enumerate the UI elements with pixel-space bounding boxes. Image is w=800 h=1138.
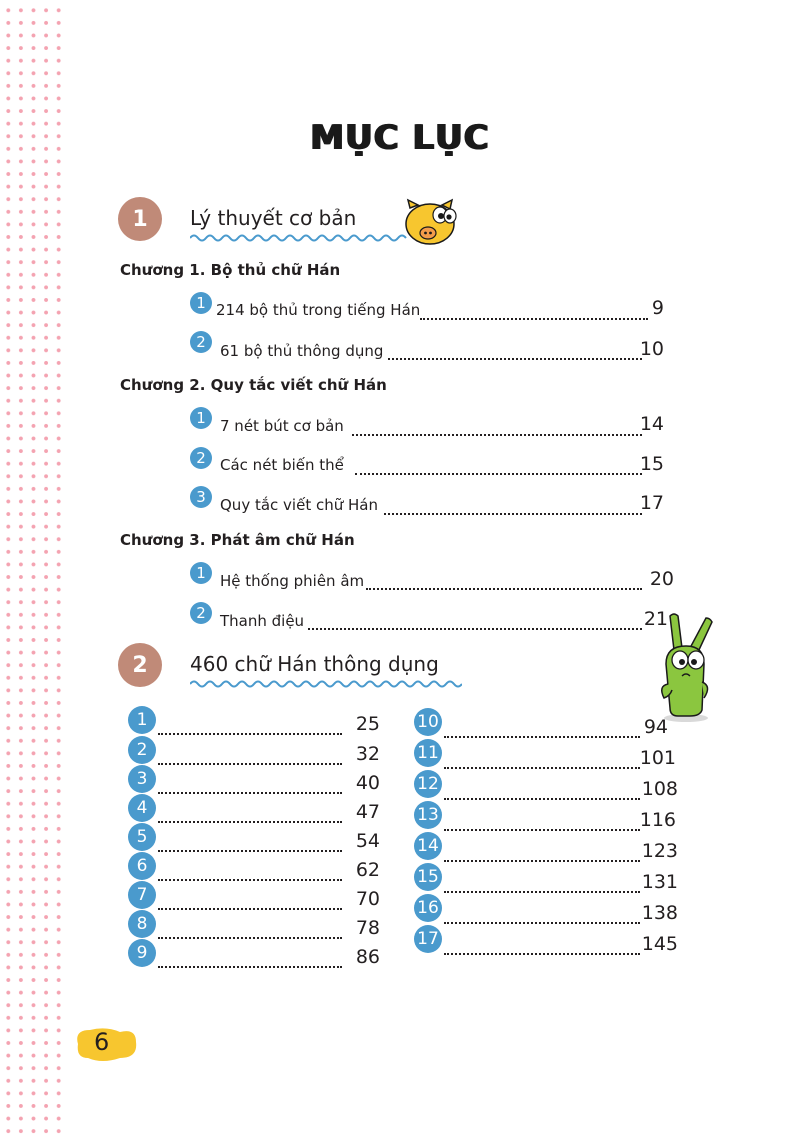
page-number: 10: [639, 338, 664, 360]
lesson-number-badge: 3: [128, 765, 156, 793]
item-number-badge: 2: [190, 331, 212, 353]
page-number: 17: [639, 492, 664, 514]
page-number: 70: [355, 888, 380, 910]
dot-leader: [420, 304, 648, 320]
lesson-number-badge: 7: [128, 881, 156, 909]
item-number-badge: 2: [190, 602, 212, 624]
dot-leader: [308, 614, 642, 630]
item-title: 61 bộ thủ thông dụng: [220, 342, 384, 360]
page-number: 138: [641, 902, 678, 924]
dot-leader: [388, 344, 642, 360]
yellow-pig-mascot: [402, 198, 458, 248]
dot-leader: [384, 499, 642, 515]
part-2-title: 460 chữ Hán thông dụng: [190, 652, 439, 676]
item-title: Quy tắc viết chữ Hán: [220, 496, 378, 514]
lesson-number-badge: 12: [414, 770, 442, 798]
dot-leader: [444, 753, 640, 769]
page-number: 54: [355, 830, 380, 852]
lesson-number-badge: 11: [414, 739, 442, 767]
page-number: 145: [641, 933, 678, 955]
dot-leader: [444, 815, 640, 831]
page-number: 40: [355, 772, 380, 794]
part-1-number: 1: [118, 197, 162, 241]
part-1-title: Lý thuyết cơ bản: [190, 206, 357, 230]
dot-leader: [444, 939, 640, 955]
dot-leader: [158, 952, 342, 968]
page-number: 101: [639, 747, 676, 769]
part-2-wave-underline: [190, 679, 462, 689]
dot-leader: [158, 807, 342, 823]
page-number-text: 6: [94, 1028, 110, 1056]
page-number: 62: [355, 859, 380, 881]
page-number: 47: [355, 801, 380, 823]
lesson-number-badge: 13: [414, 801, 442, 829]
item-number-badge: 1: [190, 407, 212, 429]
item-number-badge: 3: [190, 486, 212, 508]
page-number: 21: [643, 608, 668, 630]
dot-leader: [444, 908, 640, 924]
page-number: 20: [649, 568, 674, 590]
item-number-badge: 1: [190, 562, 212, 584]
page-number: 94: [643, 716, 668, 738]
page-number: 32: [355, 743, 380, 765]
dot-leader: [158, 719, 342, 735]
page-number: 25: [355, 713, 380, 735]
dot-leader: [355, 459, 642, 475]
dot-leader: [158, 749, 342, 765]
dot-leader: [352, 420, 642, 436]
page-number: 123: [641, 840, 678, 862]
lesson-number-badge: 17: [414, 925, 442, 953]
lesson-number-badge: 4: [128, 794, 156, 822]
dot-leader: [158, 923, 342, 939]
dot-leader: [444, 784, 640, 800]
dot-leader: [444, 877, 640, 893]
dot-leader: [366, 574, 642, 590]
pink-dot-border: [0, 0, 64, 1138]
chapter-3-title: Chương 3. Phát âm chữ Hán: [120, 531, 355, 549]
lesson-number-badge: 16: [414, 894, 442, 922]
lesson-number-badge: 9: [128, 939, 156, 967]
item-title: Thanh điệu: [220, 612, 305, 630]
page-number: 131: [641, 871, 678, 893]
chapter-2-title: Chương 2. Quy tắc viết chữ Hán: [120, 376, 387, 394]
lesson-number-badge: 5: [128, 823, 156, 851]
lesson-number-badge: 10: [414, 708, 442, 736]
part-1-wave-underline: [190, 233, 408, 243]
lesson-number-badge: 1: [128, 706, 156, 734]
item-title: Hệ thống phiên âm: [220, 572, 365, 590]
dot-leader: [158, 836, 342, 852]
item-title: Các nét biến thể: [220, 456, 344, 474]
green-rabbit-mascot: [652, 612, 716, 724]
page-number: 86: [355, 946, 380, 968]
page-number: 9: [651, 297, 664, 319]
page-title: MỤC LỤC: [310, 118, 490, 158]
lesson-number-badge: 15: [414, 863, 442, 891]
item-number-badge: 1: [190, 292, 212, 314]
dot-leader: [158, 865, 342, 881]
part-2-number: 2: [118, 643, 162, 687]
page-number: 108: [641, 778, 678, 800]
page-number: 116: [639, 809, 676, 831]
item-title: 214 bộ thủ trong tiếng Hán: [216, 301, 421, 319]
lesson-number-badge: 6: [128, 852, 156, 880]
page-number: 14: [639, 413, 664, 435]
lesson-number-badge: 14: [414, 832, 442, 860]
dot-leader: [444, 846, 640, 862]
lesson-number-badge: 2: [128, 736, 156, 764]
item-title: 7 nét bút cơ bản: [220, 417, 344, 435]
page-number: 78: [355, 917, 380, 939]
dot-leader: [158, 894, 342, 910]
chapter-1-title: Chương 1. Bộ thủ chữ Hán: [120, 261, 341, 279]
item-number-badge: 2: [190, 447, 212, 469]
page-number: 15: [639, 453, 664, 475]
dot-leader: [158, 778, 342, 794]
page-number-badge: [72, 1024, 138, 1064]
lesson-number-badge: 8: [128, 910, 156, 938]
dot-leader: [444, 722, 640, 738]
